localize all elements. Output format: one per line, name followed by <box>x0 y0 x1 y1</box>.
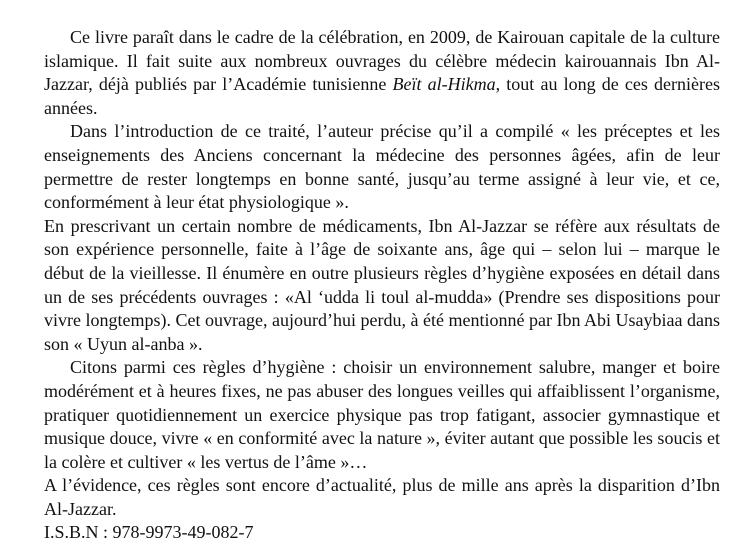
paragraph-conclusion: A l’évidence, ces règles sont encore d’actualité, plus de mille ans après la disparition d’Ibn Al-Jazzar. <box>44 475 720 519</box>
isbn-line: I.S.B.N : 978-9973-49-082-7 <box>44 522 254 543</box>
paragraph-medicaments: En prescrivant un certain nombre de médicaments, Ibn Al-Jazzar se réfère aux résultats de son expérience personnelle, faite à l’âge de soixante ans, âge qui – selon lui – marque le début de la vieillesse. Il énumère en outre plusieurs règles d’hygiène exposées en détail dans un de ses précédents ouvrages : «Al ‘udda li toul al-mudda» (Prendre ses dispositions pour vivre longtemps). Cet ouvrage, aujourd’hui perdu, à été mentionné par Ibn Abi Usaybiaa dans son « Uyun al-anba ». <box>44 215 720 354</box>
academy-name-italic: Beït al-Hikma <box>392 74 496 95</box>
paragraph-intro <box>44 26 720 120</box>
paragraph-intro-text-2: , tout au long de ces dernières années. <box>44 74 720 118</box>
paragraph-intro-text-1: Ce livre paraît dans le cadre de la célébration, en 2009, de Kairouan capitale de la culture islamique. Il fait suite aux nombreux ouvrages du célèbre médecin kairouannais Ibn Al-Jazzar, déjà publiés par l’Académie tunisienne <box>44 27 720 95</box>
paragraph-regles-hygiene: Citons parmi ces règles d’hygiène : choisir un environnement salubre, manger et boire modérément et à heures fixes, ne pas abuser des longues veilles qui affaiblissent l’organisme, pratiquer quotidiennement un exercice physique pas trop fatigant, associer gymnastique et musique douce, vivre « en conformité avec la nature », éviter autant que possible les soucis et la colère et cultiver « les vertus de l’âme »… <box>44 357 720 472</box>
document-page <box>44 26 720 545</box>
paragraph-introduction-traite: Dans l’introduction de ce traité, l’auteur précise qu’il a compilé « les préceptes et les enseignements des Anciens concernant la médecine des personnes âgées, afin de leur permettre de rester longtemps en bonne santé, jusqu’au terme assigné à leur vie, et ce, conformément à leur état physiologique ». <box>44 121 720 213</box>
